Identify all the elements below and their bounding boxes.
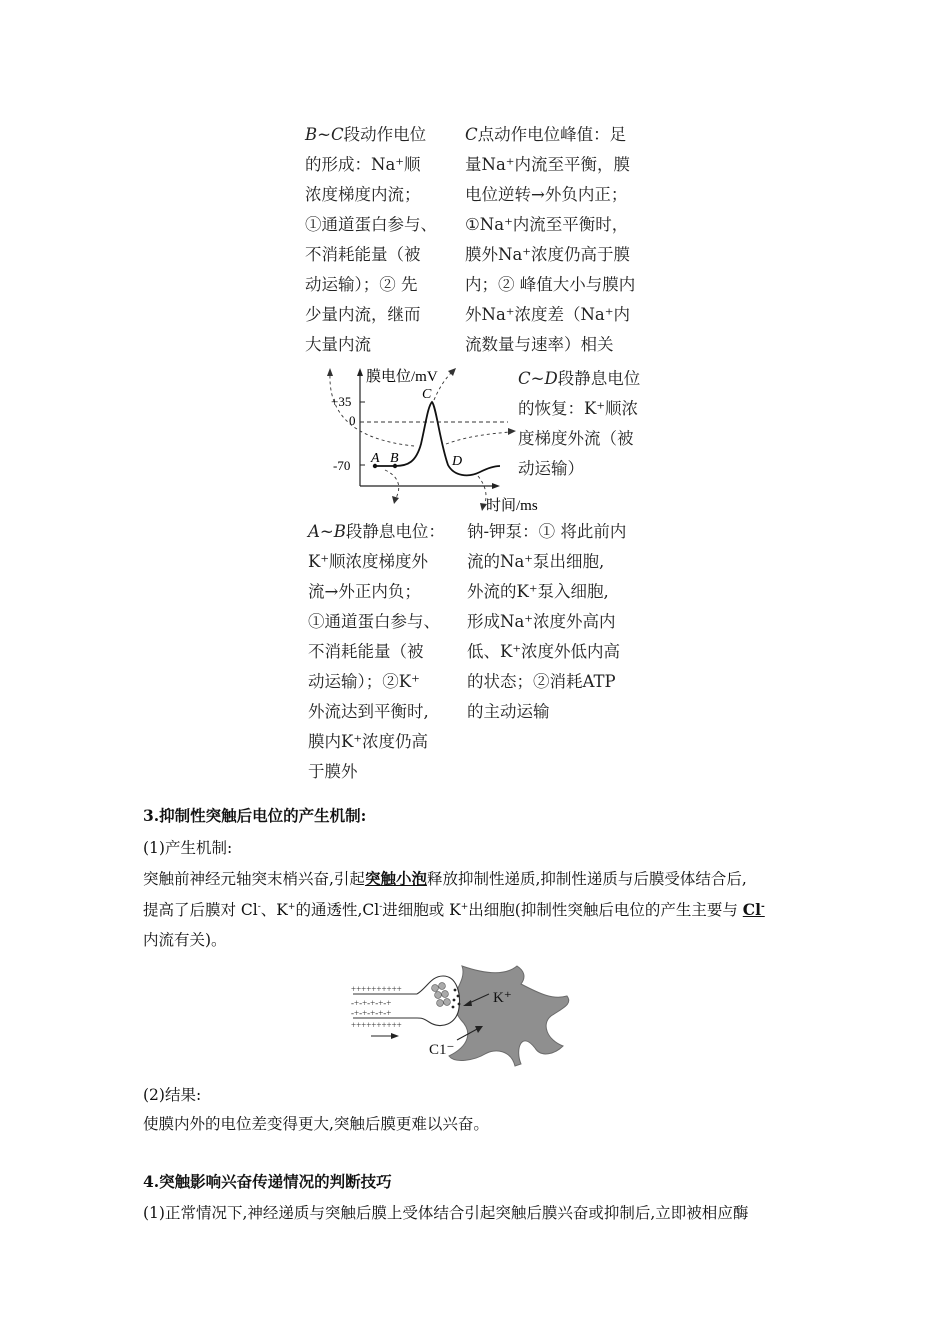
annotation-line: ①通道蛋白参与、 xyxy=(305,215,437,234)
annotation-line: K⁺顺浓度梯度外 xyxy=(308,552,429,571)
annotation-cd xyxy=(518,364,640,484)
annotation-line: 量Na⁺内流至平衡，膜 xyxy=(465,155,630,174)
point-label-b: B xyxy=(390,451,399,466)
section3-heading: 3.抑制性突触后电位的产生机制: xyxy=(143,806,367,825)
x-axis-arrow xyxy=(492,483,500,489)
annotation-line: 外流的K⁺泵入细胞, xyxy=(467,582,609,601)
annotation-line: 的形成：Na⁺顺 xyxy=(305,155,421,174)
annotation-line: 大量内流 xyxy=(305,335,371,354)
point-label-d: D xyxy=(452,454,463,469)
term-synaptic-vesicle: 突触小泡 xyxy=(364,869,427,888)
annotation-line: 流的Na⁺泵出细胞, xyxy=(467,552,605,571)
annotation-line: 外流达到平衡时, xyxy=(308,702,429,721)
section4-heading: 4.突触影响兴奋传递情况的判断技巧 xyxy=(143,1172,392,1191)
annotation-line: 于膜外 xyxy=(308,762,358,781)
annotation-line: 形成Na⁺浓度外高内 xyxy=(467,612,616,631)
annotation-line: 电位逆转→外负内正； xyxy=(465,185,628,204)
svg-text:-+-+-+-+-+: -+-+-+-+-+ xyxy=(351,1008,392,1018)
annotation-line: 流→外正内负； xyxy=(308,582,421,601)
annotation-line: 段静息电位 xyxy=(557,369,641,388)
annotation-line: 的恢复：K⁺顺浓 xyxy=(518,399,639,418)
x-axis-label: 时间/ms xyxy=(486,498,538,514)
annotation-line: ①通道蛋白参与、 xyxy=(308,612,440,631)
annotation-line: 流数量与速率）相关 xyxy=(465,335,614,354)
synapse-diagram xyxy=(345,960,610,1070)
annotation-line: 动运输）；②K⁺ xyxy=(308,672,420,691)
annotation-line: 不消耗能量（被 xyxy=(305,245,421,264)
postsynaptic-neuron xyxy=(449,966,569,1066)
k-label: K⁺ xyxy=(493,990,512,1006)
arrow-cd xyxy=(446,432,510,444)
annotation-line: 的主动运输 xyxy=(467,702,550,721)
section3-paragraph-line1: 突触前神经元轴突末梢兴奋,引起突触小泡释放抑制性递质,抑制性递质与后膜受体结合后, xyxy=(143,869,747,888)
annotation-line: 动运输） xyxy=(518,459,584,478)
annotation-line: 膜外Na⁺浓度仍高于膜 xyxy=(465,245,630,264)
section3-paragraph-line2: 提高了后膜对 Cl-、K+的通透性,Cl-进细胞或 K+出细胞(抑制性突触后电位的产生主要与 Cl- xyxy=(143,900,765,919)
annotation-ab xyxy=(308,517,445,787)
y-axis-label: 膜电位/mV xyxy=(366,369,438,385)
annotation-line: 钠-钾泵：① 将此前内 xyxy=(467,522,627,541)
annotation-line: 少量内流，继而 xyxy=(305,305,421,324)
annotation-line: 的状态；②消耗ATP xyxy=(467,672,616,691)
point-label-c: C xyxy=(422,387,432,402)
membrane-potential-graph xyxy=(318,362,538,514)
y-axis-arrow xyxy=(357,368,363,376)
annotation-line: 度梯度外流（被 xyxy=(518,429,634,448)
tick-label-zero: 0 xyxy=(349,413,356,428)
section3-sub2: (2)结果: xyxy=(143,1086,202,1104)
section3-result: 使膜内外的电位差变得更大,突触后膜更难以兴奋。 xyxy=(143,1115,489,1133)
annotation-line: 段静息电位： xyxy=(345,522,445,541)
segment-label: C~D xyxy=(518,369,558,388)
tick-label-minus70: -70 xyxy=(333,458,351,473)
section4-paragraph-line1: (1)正常情况下,神经递质与突触后膜上受体结合引起突触后膜兴奋或抑制后,立即被相应酶 xyxy=(143,1204,749,1222)
term-cl: Cl- xyxy=(742,900,765,919)
annotation-line: 膜内K⁺浓度仍高 xyxy=(308,732,429,751)
annotation-line: 内；② 峰值大小与膜内 xyxy=(465,275,636,294)
segment-label: B~C xyxy=(305,125,344,144)
annotation-pump xyxy=(467,517,626,727)
section3-paragraph-line3: 内流有关)。 xyxy=(143,931,227,949)
arrow-pump xyxy=(478,476,486,506)
point-label-a: A xyxy=(371,451,380,466)
svg-text:++++++++++: ++++++++++ xyxy=(351,1020,402,1030)
annotation-line: 段动作电位 xyxy=(343,125,427,144)
arrow-ab xyxy=(385,470,399,498)
section3-sub1: (1)产生机制: xyxy=(143,839,233,857)
annotation-bc xyxy=(305,120,437,360)
annotation-c xyxy=(465,120,635,360)
annotation-line: 外Na⁺浓度差（Na⁺内 xyxy=(465,305,630,324)
svg-text:-+-+-+-+-+: -+-+-+-+-+ xyxy=(351,998,392,1008)
svg-text:++++++++++: ++++++++++ xyxy=(351,984,402,994)
annotation-line: 低、K⁺浓度外低内高 xyxy=(467,642,621,661)
annotation-line: 动运输）；② 先 xyxy=(305,275,418,294)
segment-label: A~B xyxy=(308,522,346,541)
annotation-line: 浓度梯度内流； xyxy=(305,185,421,204)
segment-label: C xyxy=(465,125,478,144)
annotation-line: 点动作电位峰值：足 xyxy=(477,125,627,144)
cl-label: C1⁻ xyxy=(429,1042,455,1058)
annotation-line: 不消耗能量（被 xyxy=(308,642,424,661)
annotation-line: ①Na⁺内流至平衡时， xyxy=(465,215,629,234)
tick-label-plus35: +35 xyxy=(331,394,352,409)
